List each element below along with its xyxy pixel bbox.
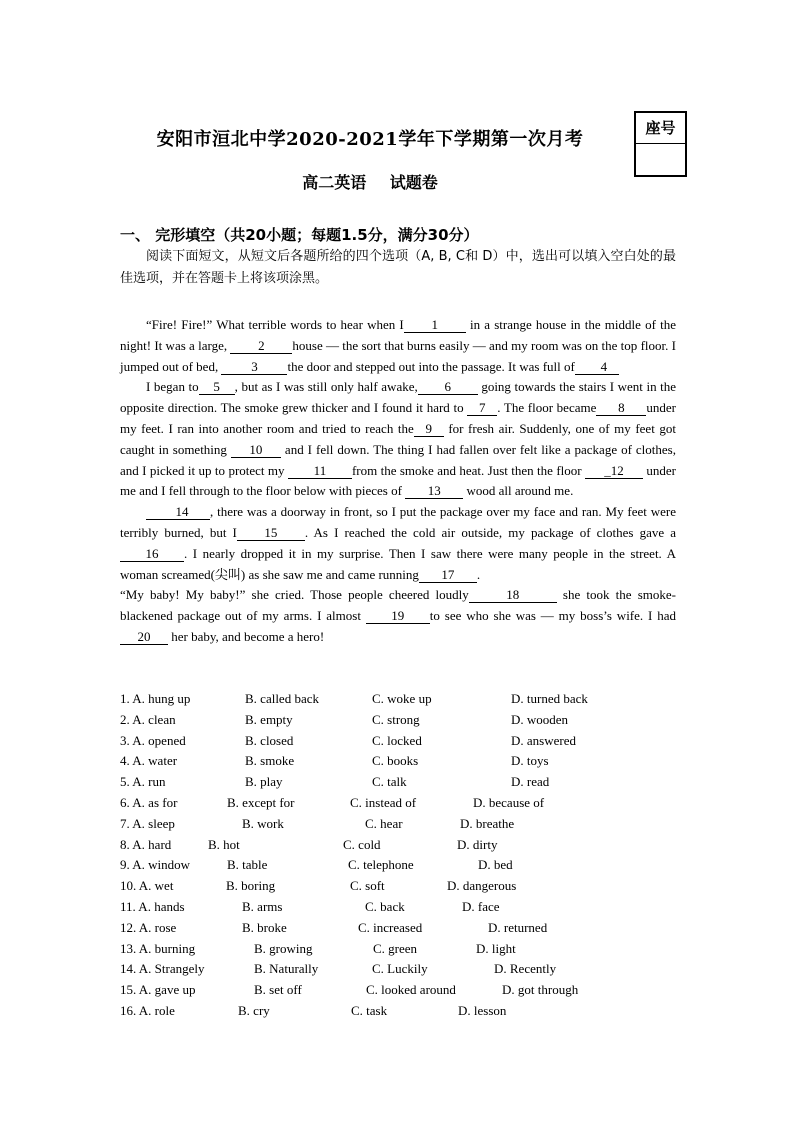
option-c: C. cold [343,836,381,852]
option-c: C. telephone [348,857,414,873]
seat-number-box [634,111,687,177]
option-a: 8. A. hard [120,836,172,852]
option-d: D. returned [488,919,548,935]
blank-8: 8 [596,400,646,416]
blank-3: 3 [221,359,287,375]
option-a: 13. A. burning [120,940,196,956]
passage-paragraph: 14 , there was a doorway in front, so I put the package over my face and ran. My feet were terribly burned, but I 15 . As I reached the cold air outside, my package of clothes gave a 16 . I nearly dropped it in my surprise. Then I saw there were many people in the street. A woman screamed(尖叫) as she saw me and came running 17 . [120,504,676,582]
option-b: B. set off [254,982,302,998]
option-d: D. Recently [494,961,557,977]
option-a: 6. A. as for [120,794,178,810]
option-a: 12. A. rose [120,919,177,935]
passage-paragraph: “Fire! Fire!” What terrible words to hear when I 1 in a strange house in the middle of the night! It was a large, 2 house — the sort that burns easily — and my room was on the top floor. I jumped out of bed, 3 the door and stepped out into the passage. It was full of 4 [120,317,676,374]
blank-6: 6 [418,379,478,395]
option-c: C. books [372,753,419,769]
option-a: 10. A. wet [120,878,174,894]
option-b: B. except for [227,794,295,810]
option-a: 4. A. water [120,753,178,769]
option-c: C. back [365,898,405,914]
option-b: B. play [245,774,283,790]
option-b: B. boring [226,878,276,894]
option-d: D. toys [511,753,549,769]
section-heading: 一、 完形填空（共20小题；每题1.5分，满分30分） [120,226,479,244]
option-b: B. broke [242,919,287,935]
option-b: B. work [242,815,284,831]
blank-17: 17 [419,567,477,583]
blank-1: 1 [404,317,466,333]
passage-paragraph: I began to 5 , but as I was still only half awake, 6 going towards the stairs I went in the opposite direction. The smoke grew thicker and I found it hard to 7 . The floor became 8 under my feet. I ran into another room and tried to reach the 9 for fresh air. Suddenly, one of my feet got caught in something 10 and I fell down. The thing I had fallen over felt like a package of clothes, and I picked it up to protect my 11 from the smoke and heat. Just then the floor _12 under me and I fell through to the floor below with pieces of 13 wood all around me. [120,379,677,499]
section-instructions: 阅读下面短文，从短文后各题所给的四个选项（A, B, C和 D）中，选出可以填入空白处的最佳选项，并在答题卡上将该项涂黑。 [120,249,676,286]
blank-18: 18 [469,587,557,603]
option-d: D. bed [478,857,513,873]
option-a: 16. A. role [120,1002,175,1018]
option-b: B. called back [245,691,319,706]
option-b: B. closed [245,732,294,748]
option-c: C. green [373,940,418,956]
option-c: C. task [351,1002,388,1018]
blank-15: 15 [237,525,305,541]
option-a: 1. A. hung up [120,691,191,706]
option-d: D. lesson [458,1002,507,1018]
option-d: D. turned back [511,691,588,706]
option-d: D. breathe [460,815,515,831]
blank-11: 11 [288,463,352,479]
option-c: C. increased [358,919,423,935]
blank-19: 19 [366,608,430,624]
option-a: 3. A. opened [120,732,186,748]
option-a: 9. A. window [120,857,191,873]
option-d: D. got through [502,982,579,998]
option-d: D. face [462,898,500,914]
option-c: C. hear [365,815,403,831]
blank-20: 20 [120,629,168,645]
seat-number-label: 座号 [636,113,685,144]
option-a: 11. A. hands [120,898,185,914]
option-d: D. read [511,774,550,790]
option-c: C. looked around [366,982,456,998]
option-c: C. woke up [372,691,432,706]
blank-9: 9 [414,421,444,437]
option-d: D. dirty [457,836,498,852]
blank-12: _12 [585,463,643,479]
cloze-passage [120,315,676,648]
option-b: B. table [227,857,268,873]
option-b: B. smoke [245,753,295,769]
option-c: C. locked [372,732,422,748]
option-a: 5. A. run [120,774,166,790]
blank-2: 2 [230,338,292,354]
blank-4: 4 [575,359,619,375]
exam-title: 安阳市洹北中学2020-2021学年下学期第一次月考 [156,129,584,150]
option-d: D. answered [511,732,576,748]
option-a: 7. A. sleep [120,815,175,831]
option-d: D. because of [473,794,545,810]
option-a: 2. A. clean [120,711,176,727]
blank-13: 13 [405,483,463,499]
blank-7: 7 [467,400,497,416]
option-c: C. strong [372,711,420,727]
passage-paragraph: “My baby! My baby!” she cried. Those people cheered loudly 18 she took the smoke-blackened package out of my arms. I almost 19 to see who she was — my boss’s wife. I had 20 her baby, and become a hero! [120,587,676,644]
option-b: B. cry [238,1002,270,1018]
blank-5: 5 [199,379,235,395]
option-c: C. soft [350,878,385,894]
blank-16: 16 [120,546,184,562]
option-b: B. Naturally [254,961,319,977]
option-a: 15. A. gave up [120,982,196,998]
option-b: B. hot [208,836,240,852]
option-c: C. talk [372,774,407,790]
blank-10: 10 [231,442,281,458]
option-d: D. wooden [511,711,569,727]
option-b: B. arms [242,898,283,914]
option-c: C. instead of [350,794,417,810]
blank-14: 14 [146,504,210,520]
exam-subtitle: 高二英语 试题卷 [302,173,438,192]
option-c: C. Luckily [372,961,428,977]
option-b: B. growing [254,940,313,956]
option-d: D. dangerous [447,878,517,894]
option-d: D. light [476,940,516,956]
option-a: 14. A. Strangely [120,961,205,977]
option-b: B. empty [245,711,293,727]
